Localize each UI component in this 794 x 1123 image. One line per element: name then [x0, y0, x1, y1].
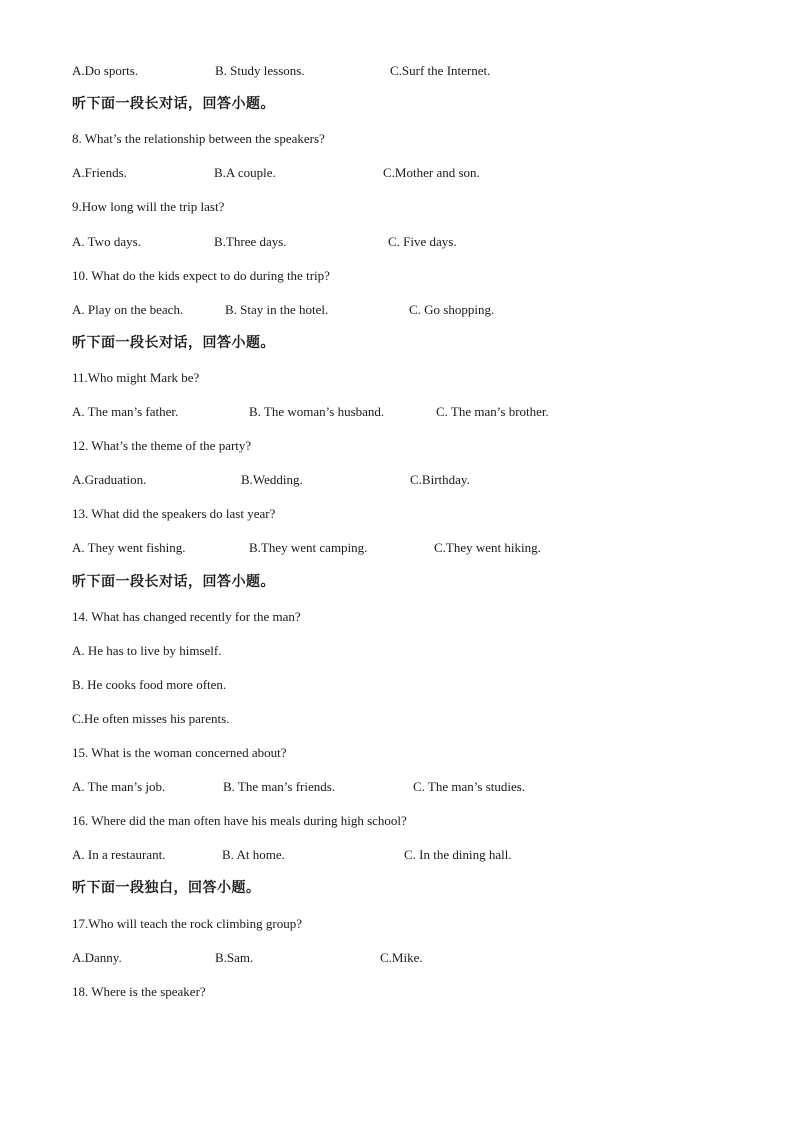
answer-option: C. The man’s studies.	[413, 779, 526, 794]
answer-options-row	[72, 302, 692, 318]
question-text: 14. What has changed recently for the man?	[72, 609, 301, 624]
question-text: 11.Who might Mark be?	[72, 370, 200, 385]
answer-options-row	[72, 950, 692, 966]
section-heading: 听下面一段长对话，回答小题。	[72, 336, 275, 351]
answer-option: C. Go shopping.	[409, 302, 495, 317]
question-text: C.He often misses his parents.	[72, 711, 230, 726]
answer-option: A. Two days.	[72, 234, 141, 249]
answer-option: B. The woman’s husband.	[249, 404, 385, 419]
answer-option: A. They went fishing.	[72, 540, 186, 555]
answer-option: A. In a restaurant.	[72, 847, 166, 862]
question-text: 18. Where is the speaker?	[72, 984, 206, 999]
answer-option: B.They went camping.	[249, 540, 368, 555]
question-text: 10. What do the kids expect to do during the trip?	[72, 268, 330, 283]
answer-option: A.Danny.	[72, 950, 122, 965]
answer-option: C.They went hiking.	[434, 540, 541, 555]
answer-options-row	[72, 234, 692, 250]
question-text: B. He cooks food more often.	[72, 677, 227, 692]
answer-option: A.Friends.	[72, 165, 127, 180]
answer-option: C.Mother and son.	[383, 165, 480, 180]
answer-option: A.Do sports.	[72, 63, 139, 78]
section-heading: 听下面一段独白，回答小题。	[72, 881, 261, 896]
question-text: 16. Where did the man often have his meals during high school?	[72, 813, 407, 828]
answer-option: B. At home.	[222, 847, 285, 862]
answer-option: C. In the dining hall.	[404, 847, 512, 862]
answer-option: B.A couple.	[214, 165, 276, 180]
question-text: 17.Who will teach the rock climbing group?	[72, 916, 302, 931]
answer-options-row	[72, 472, 692, 488]
answer-option: B.Wedding.	[241, 472, 303, 487]
answer-options-row	[72, 779, 692, 795]
answer-options-row	[72, 847, 692, 863]
answer-option: A.Graduation.	[72, 472, 147, 487]
answer-options-row	[72, 165, 692, 181]
answer-option: B.Sam.	[215, 950, 254, 965]
answer-option: B. The man’s friends.	[223, 779, 336, 794]
answer-option: B. Study lessons.	[215, 63, 305, 78]
answer-options-row	[72, 404, 692, 420]
answer-options-row	[72, 540, 692, 556]
answer-option: C. Five days.	[388, 234, 457, 249]
question-text: 15. What is the woman concerned about?	[72, 745, 287, 760]
question-text: 13. What did the speakers do last year?	[72, 506, 276, 521]
answer-option: A. Play on the beach.	[72, 302, 184, 317]
section-heading: 听下面一段长对话，回答小题。	[72, 97, 275, 112]
answer-option: B. Stay in the hotel.	[225, 302, 329, 317]
answer-option: C.Mike.	[380, 950, 423, 965]
answer-option: B.Three days.	[214, 234, 287, 249]
answer-option: C. The man’s brother.	[436, 404, 549, 419]
section-heading: 听下面一段长对话，回答小题。	[72, 575, 275, 590]
answer-option: C.Birthday.	[410, 472, 470, 487]
question-text: 8. What’s the relationship between the speakers?	[72, 131, 325, 146]
question-text: 12. What’s the theme of the party?	[72, 438, 252, 453]
question-text: 9.How long will the trip last?	[72, 199, 225, 214]
question-text: A. He has to live by himself.	[72, 643, 222, 658]
answer-option: C.Surf the Internet.	[390, 63, 491, 78]
answer-option: A. The man’s father.	[72, 404, 179, 419]
answer-option: A. The man’s job.	[72, 779, 166, 794]
answer-options-row	[72, 63, 692, 79]
